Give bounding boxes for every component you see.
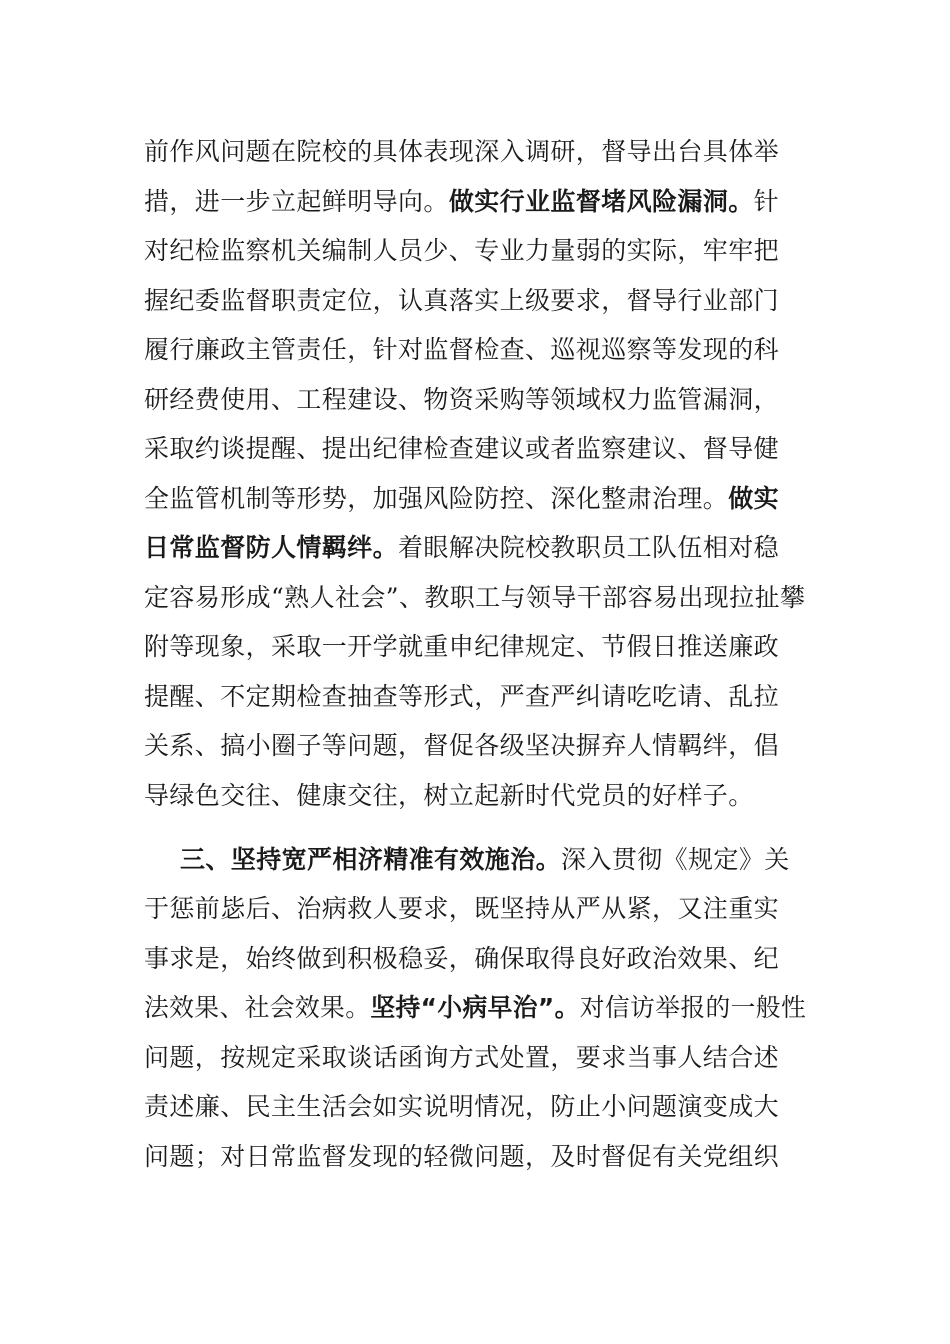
paragraph2-line5 [144,1033,808,1083]
text-run: 采取约谈提醒、提出纪律检查建议或者监察建议、督导健 [144,434,780,463]
text-run: 提醒、不定期检查抽查等形式，严查严纠请吃吃请、乱拉 [144,682,780,711]
text-run: 全监管机制等形势，加强风险防控、深化整肃治理。 [144,484,729,513]
paragraph2-line3 [144,934,808,984]
text-run: 针 [753,187,780,216]
text-run: 握纪委监督职责定位，认真落实上级要求，督导行业部门 [144,286,780,315]
paragraph1-line3 [144,226,808,276]
text-run: 问题，按规定采取谈话函询方式处置，要求当事人结合述 [144,1043,780,1072]
paragraph1-line8 [144,474,808,524]
paragraph1-line14 [144,771,808,821]
text-run: 对信访举报的一般性 [579,993,807,1022]
text-run: 定容易形成“熟人社会”、教职工与领导干部容易出现拉扯攀 [144,583,806,612]
paragraph1-line11 [144,622,808,672]
subheading-bold-run: 做实行业监督堵风险漏洞。 [448,187,754,216]
paragraph2-line7 [144,1132,808,1182]
text-run: 导绿色交往、健康交往，树立起新时代党员的好样子。 [144,781,754,810]
text-run: 责述廉、民主生活会如实说明情况，防止小问题演变成大 [144,1092,780,1121]
text-run: 前作风问题在院校的具体表现深入调研，督导出台具体举 [144,137,780,166]
paragraph1-line6 [144,375,808,425]
section-heading-bold-run: 三、坚持宽严相济精准有效施治。 [180,845,562,874]
text-run: 法效果、社会效果。 [144,993,371,1022]
text-run: 研经费使用、工程建设、物资采购等领域权力监管漏洞， [144,385,780,414]
paragraph1-line12 [144,672,808,722]
paragraph1-line13 [144,721,808,771]
text-run: 附等现象，采取一开学就重申纪律规定、节假日推送廉政 [144,632,780,661]
paragraph1-line9 [144,523,808,573]
subheading-bold-run: 日常监督防人情羁绊。 [144,533,399,562]
paragraph2-line2 [144,884,808,934]
text-run: 关系、搞小圈子等问题，督促各级坚决摒弃人情羁绊，倡 [144,731,780,760]
paragraph1-line7 [144,424,808,474]
text-run: 措，进一步立起鲜明导向。 [144,187,449,216]
text-run: 问题；对日常监督发现的轻微问题，及时督促有关党组织 [144,1142,780,1171]
paragraph2-line4 [144,983,808,1033]
text-run: 履行廉政主管责任，针对监督检查、巡视巡察等发现的科 [144,335,780,364]
paragraph2-line6 [144,1082,808,1132]
paragraph1-line1 [144,127,808,177]
text-run: 对纪检监察机关编制人员少、专业力量弱的实际，牢牢把 [144,236,780,265]
paragraph1-line10 [144,573,808,623]
text-run: 于惩前毖后、治病救人要求，既坚持从严从紧，又注重实 [144,894,780,923]
paragraph1-line5 [144,325,808,375]
paragraph1-line4 [144,276,808,326]
paragraph2-line1 [180,835,808,885]
text-run: 深入贯彻《规定》关 [561,845,790,874]
text-run: 事求是，始终做到积极稳妥，确保取得良好政治效果、纪 [144,944,780,973]
subheading-bold-run: 坚持“小病早治”。 [370,993,580,1022]
paragraph1-line2 [144,177,808,227]
text-run: 着眼解决院校教职员工队伍相对稳 [398,533,780,562]
subheading-bold-run: 做实 [728,484,780,513]
